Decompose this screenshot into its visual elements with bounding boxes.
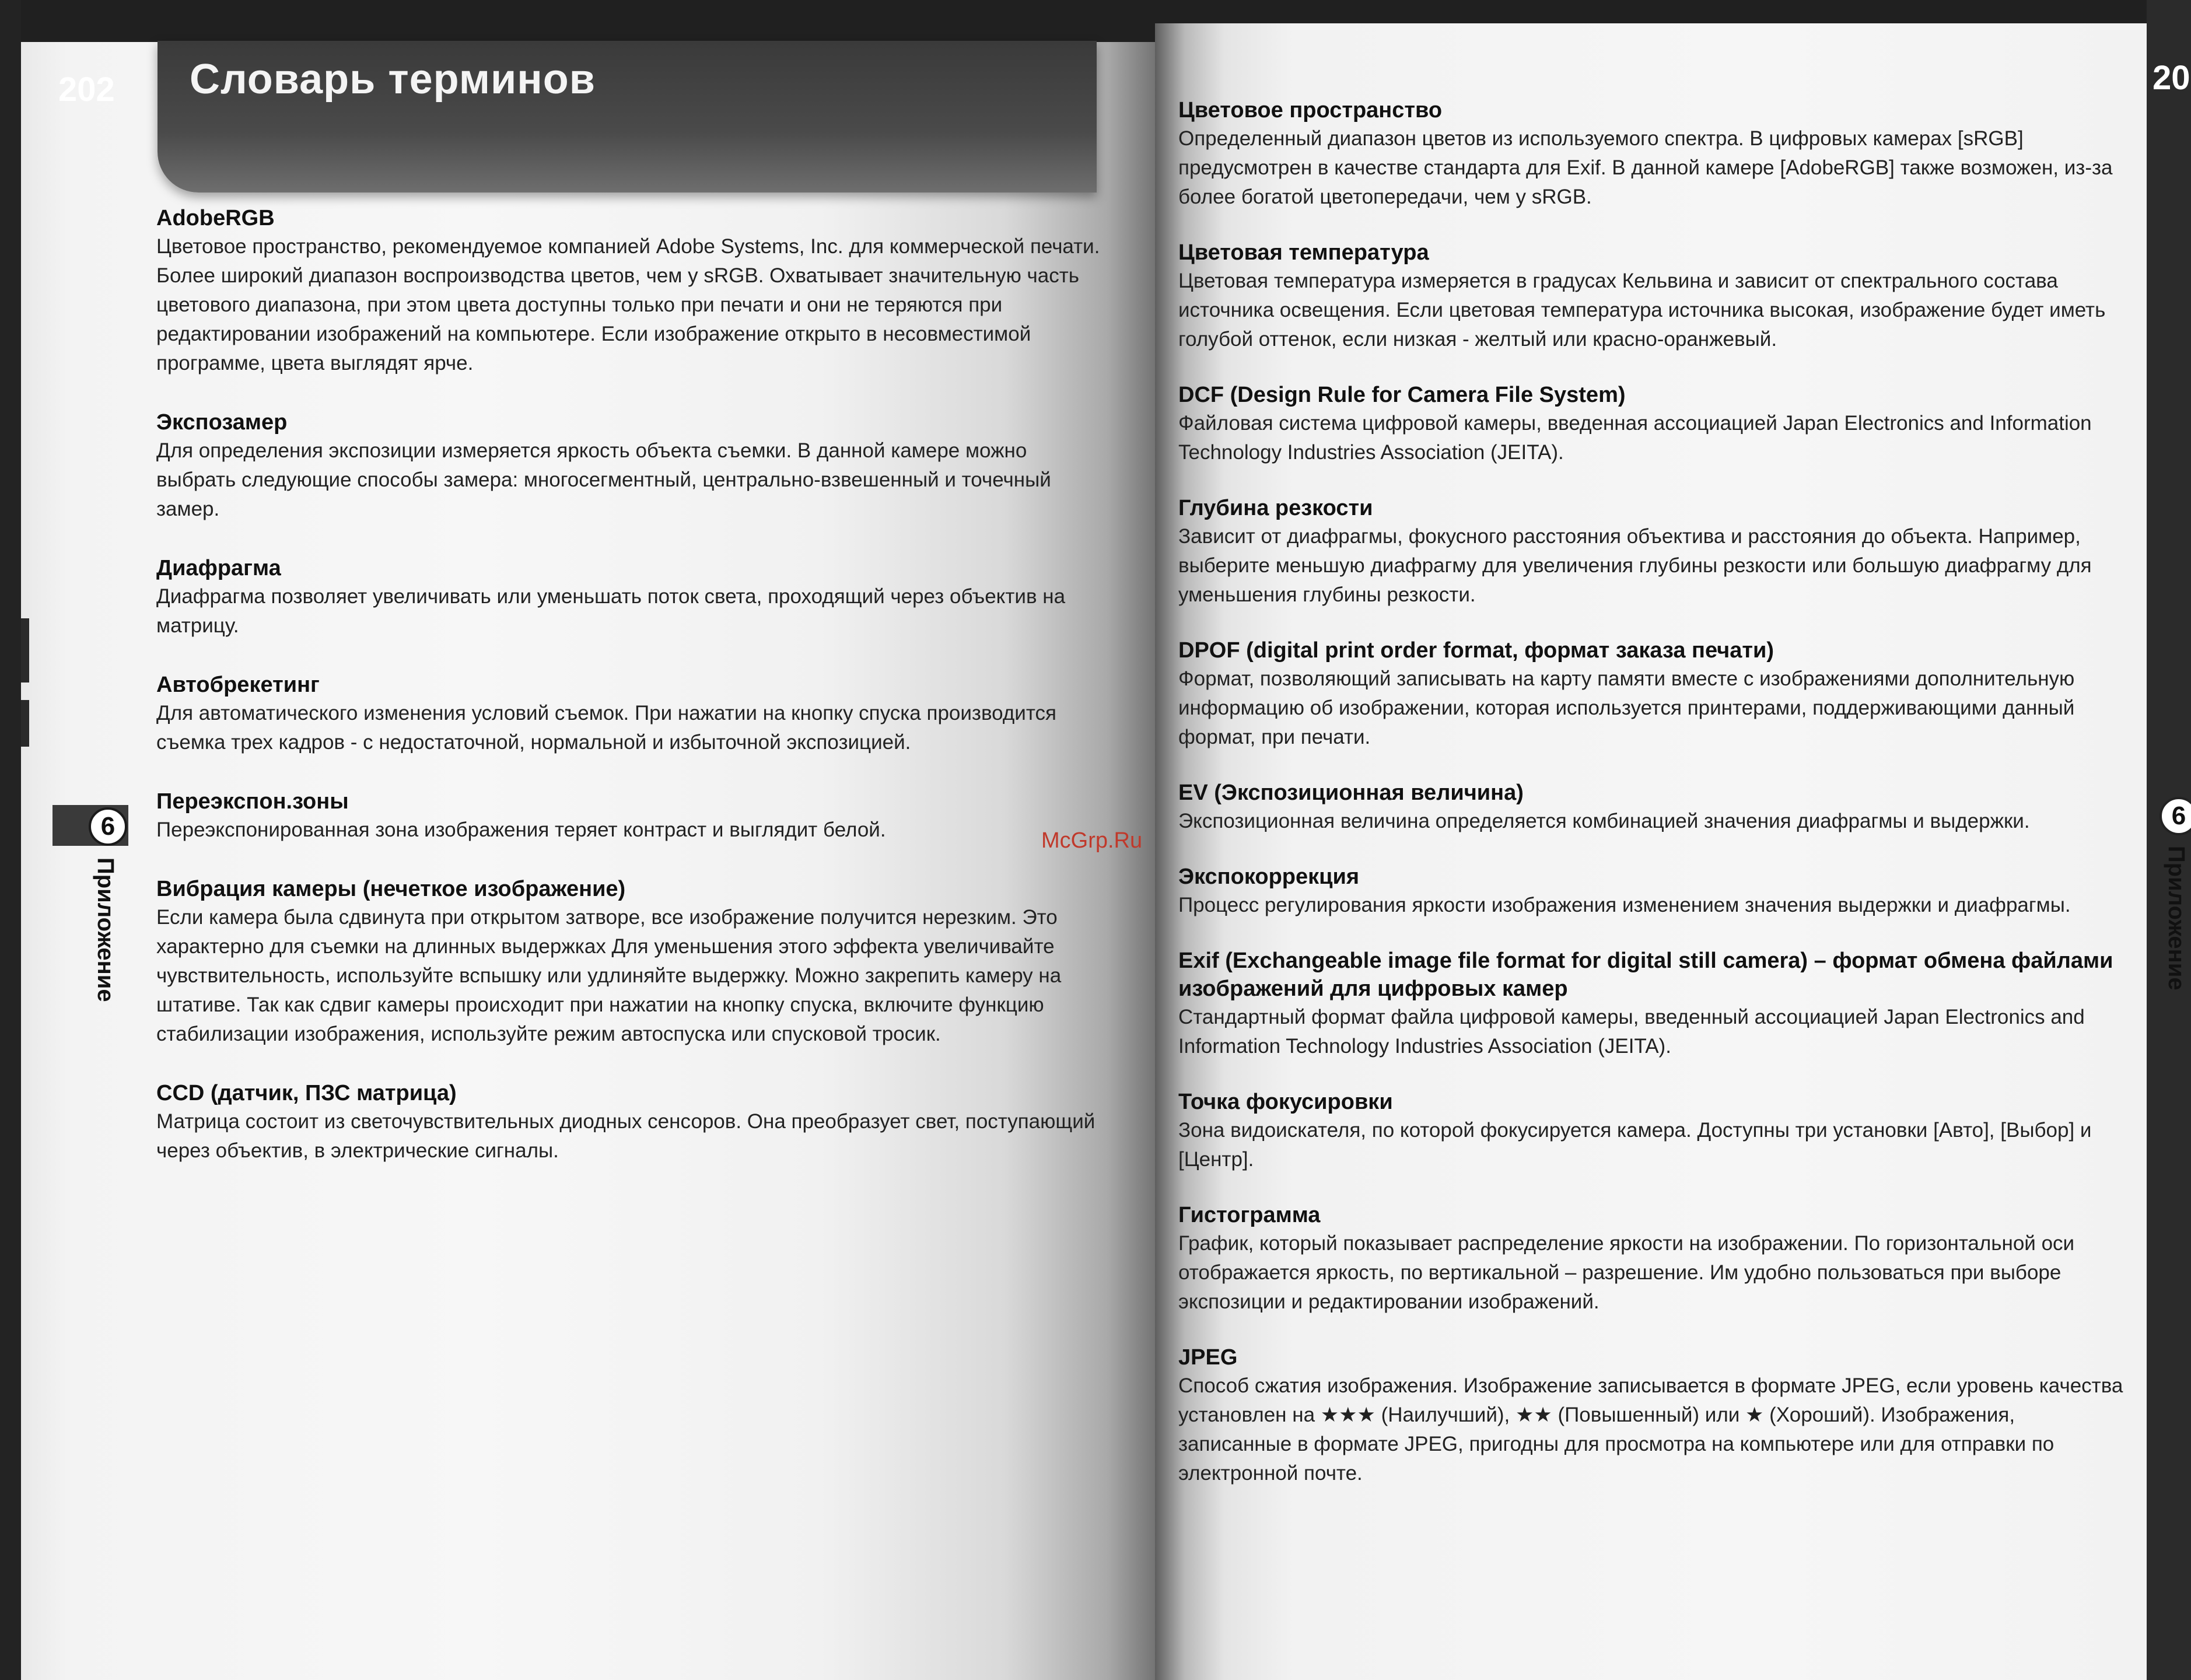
glossary-entry: [1178, 947, 2123, 1061]
glossary-entry: [156, 554, 1107, 640]
chapter-label-right: Приложение: [2164, 846, 2189, 991]
glossary-entry: [1178, 636, 2123, 752]
page-title: Словарь терминов: [190, 56, 596, 103]
glossary-entry: [1178, 96, 2123, 212]
glossary-entry: [1178, 1088, 2123, 1174]
entry-term: DPOF (digital print order format, формат заказа печати): [1178, 638, 1774, 663]
entry-definition: Если камера была сдвинута при открытом затворе, все изображение получится нерезким. Это характерно для съемки на длинных выдержках Для уменьшения этого эффекта увеличивайте чувствительность, используйте вспышку или удлиняйте выдержку. Можно закрепить камеру на штативе. Так как сдвиг камеры происходит при нажатии на кнопку спуска, включите функцию стабилизации изображения, используйте режим автоспуска или спусковой тросик.: [156, 906, 1062, 1045]
glossary-entry: [1178, 494, 2123, 610]
page-number-left: 202: [58, 71, 115, 108]
glossary-entry: [156, 875, 1107, 1049]
glossary-entry: [1178, 863, 2123, 920]
glossary-entry: [156, 204, 1107, 378]
entry-definition: Процесс регулирования яркости изображения изменением значения выдержки и диафрагмы.: [1178, 894, 2071, 916]
glossary-entry: [1178, 381, 2123, 467]
entry-term: CCD (датчик, ПЗС матрица): [156, 1081, 457, 1105]
entry-definition: Для определения экспозиции измеряется яркость объекта съемки. В данной камере можно выбрать следующие способы замера: многосегментный, центрально-взвешенный и точечный замер.: [156, 439, 1051, 520]
entry-term: Диафрагма: [156, 556, 281, 580]
watermark: McGrp.Ru: [1041, 828, 1143, 853]
chapter-number-right: 6: [2160, 797, 2191, 835]
entry-definition: Для автоматического изменения условий съемок. При нажатии на кнопку спуска производится съемка трех кадров - с недостаточной, нормальной и избыточной экспозицией.: [156, 702, 1056, 754]
glossary-entry: [156, 788, 1107, 845]
glossary-entry: [1178, 239, 2123, 354]
entry-definition: Экспозиционная величина определяется комбинацией значения диафрагмы и выдержки.: [1178, 810, 2030, 832]
glossary-entry: [156, 408, 1107, 524]
entry-definition: Файловая система цифровой камеры, введенная ассоциацией Japan Electronics and Information Technology Industries Association (JEITA).: [1178, 412, 2092, 464]
chapter-number-left: 6: [89, 807, 127, 846]
entry-definition: Формат, позволяющий записывать на карту памяти вместе с изображениями дополнительную информацию об изображении, которая используется принтерами, поддерживающими данный формат, при печати.: [1178, 667, 2075, 748]
page-number-right: 20: [2152, 59, 2190, 97]
entry-term: DCF (Design Rule for Camera File System): [1178, 383, 1626, 407]
entry-definition: Стандартный формат файла цифровой камеры, введенный ассоциацией Japan Electronics and Information Technology Industries Association (JEITA).: [1178, 1006, 2085, 1058]
entry-definition: Определенный диапазон цветов из используемого спектра. В цифровых камерах [sRGB] предусмотрен в качестве стандарта для Exif. В данной камере [AdobeRGB] также возможен, из-за более богатой цветопередачи, чем у sRGB.: [1178, 127, 2113, 208]
entry-term: Цветовое пространство: [1178, 98, 1443, 123]
glossary-entry: [1178, 779, 2123, 836]
entry-term: Экспозамер: [156, 410, 288, 435]
glossary-entry: [156, 1079, 1107, 1166]
entry-term: Гистограмма: [1178, 1203, 1321, 1227]
entry-definition: Зона видоискателя, по которой фокусируется камера. Доступны три установки [Авто], [Выбор] и [Центр].: [1178, 1119, 2092, 1171]
entry-term: Exif (Exchangeable image file format for digital still camera) – формат обмена файлами изображений для цифровых камер: [1178, 949, 2113, 1001]
entry-term: Переэкспон.зоны: [156, 789, 349, 814]
entry-term: Экспокоррекция: [1178, 864, 1360, 889]
entry-definition: Переэкспонированная зона изображения теряет контраст и выглядит белой.: [156, 818, 886, 841]
entry-term: JPEG: [1178, 1345, 1238, 1370]
entry-definition: Цветовое пространство, рекомендуемое компанией Adobe Systems, Inc. для коммерческой печати. Более широкий диапазон воспроизводства цветов, чем у sRGB. Охватывает значительную часть цветового диапазона, при этом цвета доступны только при печати и они не теряются при редактировании изображений на компьютере. Если изображение открыто в несовместимой программе, цвета выглядят ярче.: [156, 235, 1100, 374]
right-edge: [2147, 0, 2191, 1680]
entry-definition: Цветовая температура измеряется в градусах Кельвина и зависит от спектрального состава источника освещения. Если цветовая температура источника высокая, изображение будет иметь голубой оттенок, если низкая - желтый или красно-оранжевый.: [1178, 270, 2106, 351]
entry-definition: Матрица состоит из светочувствительных диодных сенсоров. Она преобразует свет, поступающий через объектив, в электрические сигналы.: [156, 1110, 1096, 1162]
entry-term: Цветовая температура: [1178, 240, 1429, 265]
entry-definition: График, который показывает распределение яркости на изображении. По горизонтальной оси отображается яркость, по вертикальной – разрешение. Им удобно пользоваться при выборе экспозиции и редактировании изображений.: [1178, 1232, 2075, 1313]
entry-term: EV (Экспозиционная величина): [1178, 780, 1524, 805]
glossary-entry: [156, 671, 1107, 757]
edge-mark: [21, 618, 29, 682]
right-glossary-column: [1178, 96, 2123, 1515]
entry-term: Вибрация камеры (нечеткое изображение): [156, 877, 626, 901]
edge-mark: [21, 700, 29, 747]
chapter-label-left: Приложение: [93, 858, 118, 1002]
entry-term: AdobeRGB: [156, 206, 275, 230]
entry-definition: Зависит от диафрагмы, фокусного расстояния объектива и расстояния до объекта. Например, выберите меньшую диафрагму для увеличения глубины резкости или большую диафрагму для уменьшения глубины резкости.: [1178, 525, 2092, 606]
entry-definition: Способ сжатия изображения. Изображение записывается в формате JPEG, если уровень качества установлен на ★★★ (Наилучший), ★★ (Повышенный) или ★ (Хороший). Изображения, записанные в формате JPEG, пригодны для просмотра на компьютере или для отправки по электронной почте.: [1178, 1374, 2123, 1485]
glossary-entry: [1178, 1201, 2123, 1317]
entry-term: Точка фокусировки: [1178, 1090, 1393, 1114]
left-glossary-column: [156, 204, 1107, 1196]
entry-term: Глубина резкости: [1178, 496, 1373, 520]
entry-term: Автобрекетинг: [156, 673, 320, 697]
left-edge: [0, 0, 21, 1680]
glossary-entry: [1178, 1343, 2123, 1488]
entry-definition: Диафрагма позволяет увеличивать или уменьшать поток света, проходящий через объектив на матрицу.: [156, 585, 1066, 637]
